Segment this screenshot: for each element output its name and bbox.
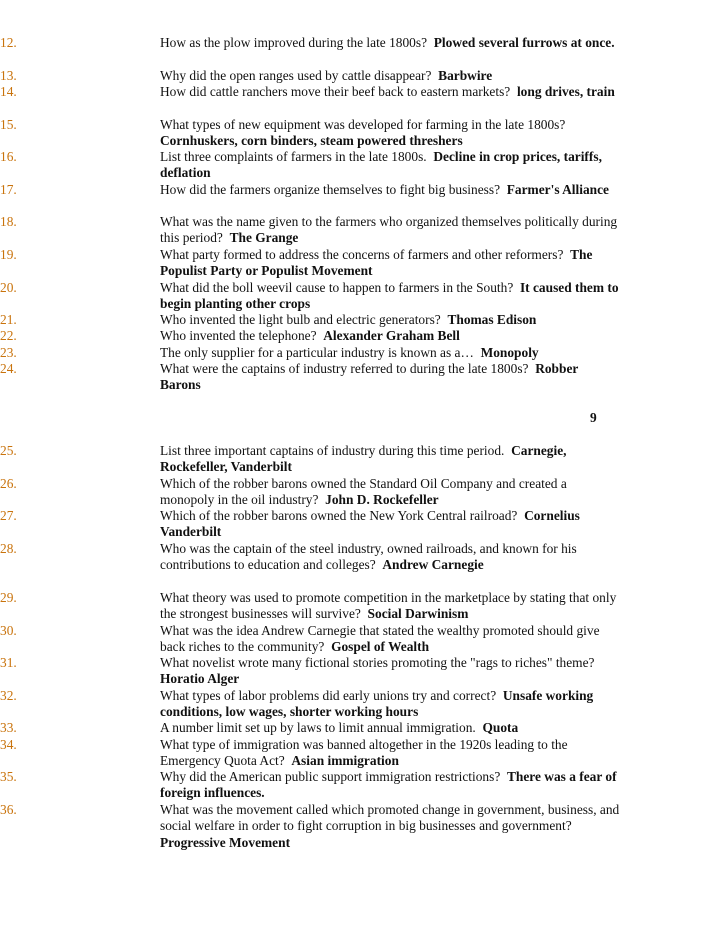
answer-text: Social Darwinism: [367, 606, 469, 622]
question-text-block: [160, 541, 622, 574]
answer-text: Barbwire: [438, 68, 493, 83]
question-number: 27.: [0, 508, 17, 523]
question-number: 31.: [0, 655, 17, 670]
question-text-block: [160, 737, 622, 770]
question-text: What was the name given to the farmers who organized themselves politically during this period?: [160, 214, 618, 246]
answer-text: Cornhuskers, corn binders, steam powered threshers: [160, 133, 463, 149]
question-text-block: [160, 182, 622, 198]
question-number: 13.: [0, 68, 17, 83]
question-text: List three complaints of farmers in the late 1800s.: [160, 149, 427, 164]
question-number: 34.: [0, 737, 17, 752]
question-text: What types of labor problems did early unions try and correct?: [160, 688, 497, 703]
question-number: 30.: [0, 623, 17, 638]
question-text: What were the captains of industry referred to during the late 1800s?: [160, 361, 529, 376]
answer-text: Unsafe working conditions, low wages, shorter working hours: [160, 688, 594, 720]
answer-text: Robber Barons: [160, 361, 579, 393]
question-text-block: [160, 443, 622, 476]
answer-text: Decline in crop prices, tariffs, deflation: [160, 149, 602, 181]
question-number: 33.: [0, 720, 17, 735]
question-text-block: [160, 345, 622, 361]
question-text: What was the movement called which promoted change in government, business, and social welfare in order to fight corruption in big businesses and government?: [160, 802, 620, 834]
answer-text: There was a fear of foreign influences.: [160, 769, 617, 801]
answer-text: long drives, train: [516, 84, 615, 99]
question-number: 29.: [0, 590, 17, 605]
question-text-block: [160, 35, 622, 51]
question-text-block: [160, 476, 622, 509]
question-text-block: [160, 247, 622, 280]
question-number: 15.: [0, 117, 17, 132]
question-number: 23.: [0, 345, 17, 360]
question-number: 21.: [0, 312, 17, 327]
question-text: The only supplier for a particular industry is known as a…: [160, 345, 474, 360]
question-number: 26.: [0, 476, 17, 491]
question-text-block: [160, 688, 622, 721]
question-number: 17.: [0, 182, 17, 197]
question-number: 16.: [0, 149, 17, 164]
answer-text: The Populist Party or Populist Movement: [160, 247, 593, 279]
answer-text: Cornelius Vanderbilt: [160, 508, 580, 540]
question-text: How did cattle ranchers move their beef back to eastern markets?: [160, 84, 511, 99]
question-text-block: [160, 84, 622, 100]
question-number: 28.: [0, 541, 17, 556]
answer-text: Farmer's Alliance: [506, 182, 609, 197]
question-number: 19.: [0, 247, 17, 262]
page-number: 9: [590, 410, 597, 425]
question-text-block: [160, 508, 622, 541]
question-number: 25.: [0, 443, 17, 458]
answer-text: Horatio Alger: [160, 671, 240, 687]
answer-text: Alexander Graham Bell: [323, 328, 460, 343]
question-number: 22.: [0, 328, 17, 343]
question-number: 35.: [0, 769, 17, 784]
question-text: Who invented the telephone?: [160, 328, 317, 343]
question-text-block: [160, 214, 622, 247]
question-text-block: [160, 769, 622, 802]
question-text: What was the idea Andrew Carnegie that stated the wealthy promoted should give back riches to the community?: [160, 623, 600, 655]
answer-text: Carnegie, Rockefeller, Vanderbilt: [160, 443, 567, 475]
question-text-block: [160, 655, 622, 688]
question-text: What theory was used to promote competition in the marketplace by stating that only the strongest businesses will survive?: [160, 590, 617, 622]
question-text-block: [160, 328, 622, 344]
answer-text: Monopoly: [480, 345, 539, 360]
question-text: What party formed to address the concerns of farmers and other reformers?: [160, 247, 564, 262]
question-text-block: [160, 590, 622, 623]
question-text: List three important captains of industry during this time period.: [160, 443, 505, 458]
answer-text: It caused them to begin planting other crops: [160, 280, 619, 312]
question-text: Why did the American public support immigration restrictions?: [160, 769, 501, 784]
answer-text: John D. Rockefeller: [325, 492, 439, 508]
question-text: Who invented the light bulb and electric generators?: [160, 312, 441, 327]
question-text: What type of immigration was banned altogether in the 1920s leading to the Emergency Quota Act?: [160, 737, 568, 769]
answer-text: Thomas Edison: [447, 312, 537, 327]
question-text-block: [160, 117, 622, 150]
question-number: 36.: [0, 802, 17, 817]
question-number: 12.: [0, 35, 17, 50]
question-number: 32.: [0, 688, 17, 703]
answer-text: The Grange: [229, 230, 299, 246]
answer-text: Andrew Carnegie: [382, 557, 484, 573]
question-number: 14.: [0, 84, 17, 99]
question-text-block: [160, 623, 622, 656]
question-text-block: [160, 149, 622, 182]
question-number: 18.: [0, 214, 17, 229]
question-text-block: [160, 802, 622, 851]
question-text-block: [160, 312, 622, 328]
question-text-block: [160, 280, 622, 313]
question-number: 20.: [0, 280, 17, 295]
question-number: 24.: [0, 361, 17, 376]
question-text: Why did the open ranges used by cattle disappear?: [160, 68, 432, 83]
answer-text: Progressive Movement: [160, 834, 291, 850]
answer-text: Plowed several furrows at once.: [433, 35, 615, 50]
question-text-block: [160, 720, 622, 736]
question-text: How as the plow improved during the late 1800s?: [160, 35, 428, 50]
question-text: Who was the captain of the steel industry, owned railroads, and known for his contributions to education and colleges?: [160, 541, 577, 573]
question-text: Which of the robber barons owned the New York Central railroad?: [160, 508, 518, 523]
question-text: A number limit set up by laws to limit annual immigration.: [160, 720, 476, 735]
question-text: Which of the robber barons owned the Standard Oil Company and created a monopoly in the oil industry?: [160, 476, 567, 508]
question-text-block: [160, 361, 622, 394]
question-text: What types of new equipment was developed for farming in the late 1800s?: [160, 117, 566, 132]
question-text: What did the boll weevil cause to happen to farmers in the South?: [160, 280, 514, 295]
answer-text: Asian immigration: [291, 753, 399, 769]
answer-text: Quota: [482, 720, 519, 735]
question-text-block: [160, 68, 622, 84]
question-text: What novelist wrote many fictional stories promoting the "rags to riches" theme?: [160, 655, 595, 670]
question-text: How did the farmers organize themselves to fight big business?: [160, 182, 501, 197]
answer-text: Gospel of Wealth: [331, 639, 430, 655]
